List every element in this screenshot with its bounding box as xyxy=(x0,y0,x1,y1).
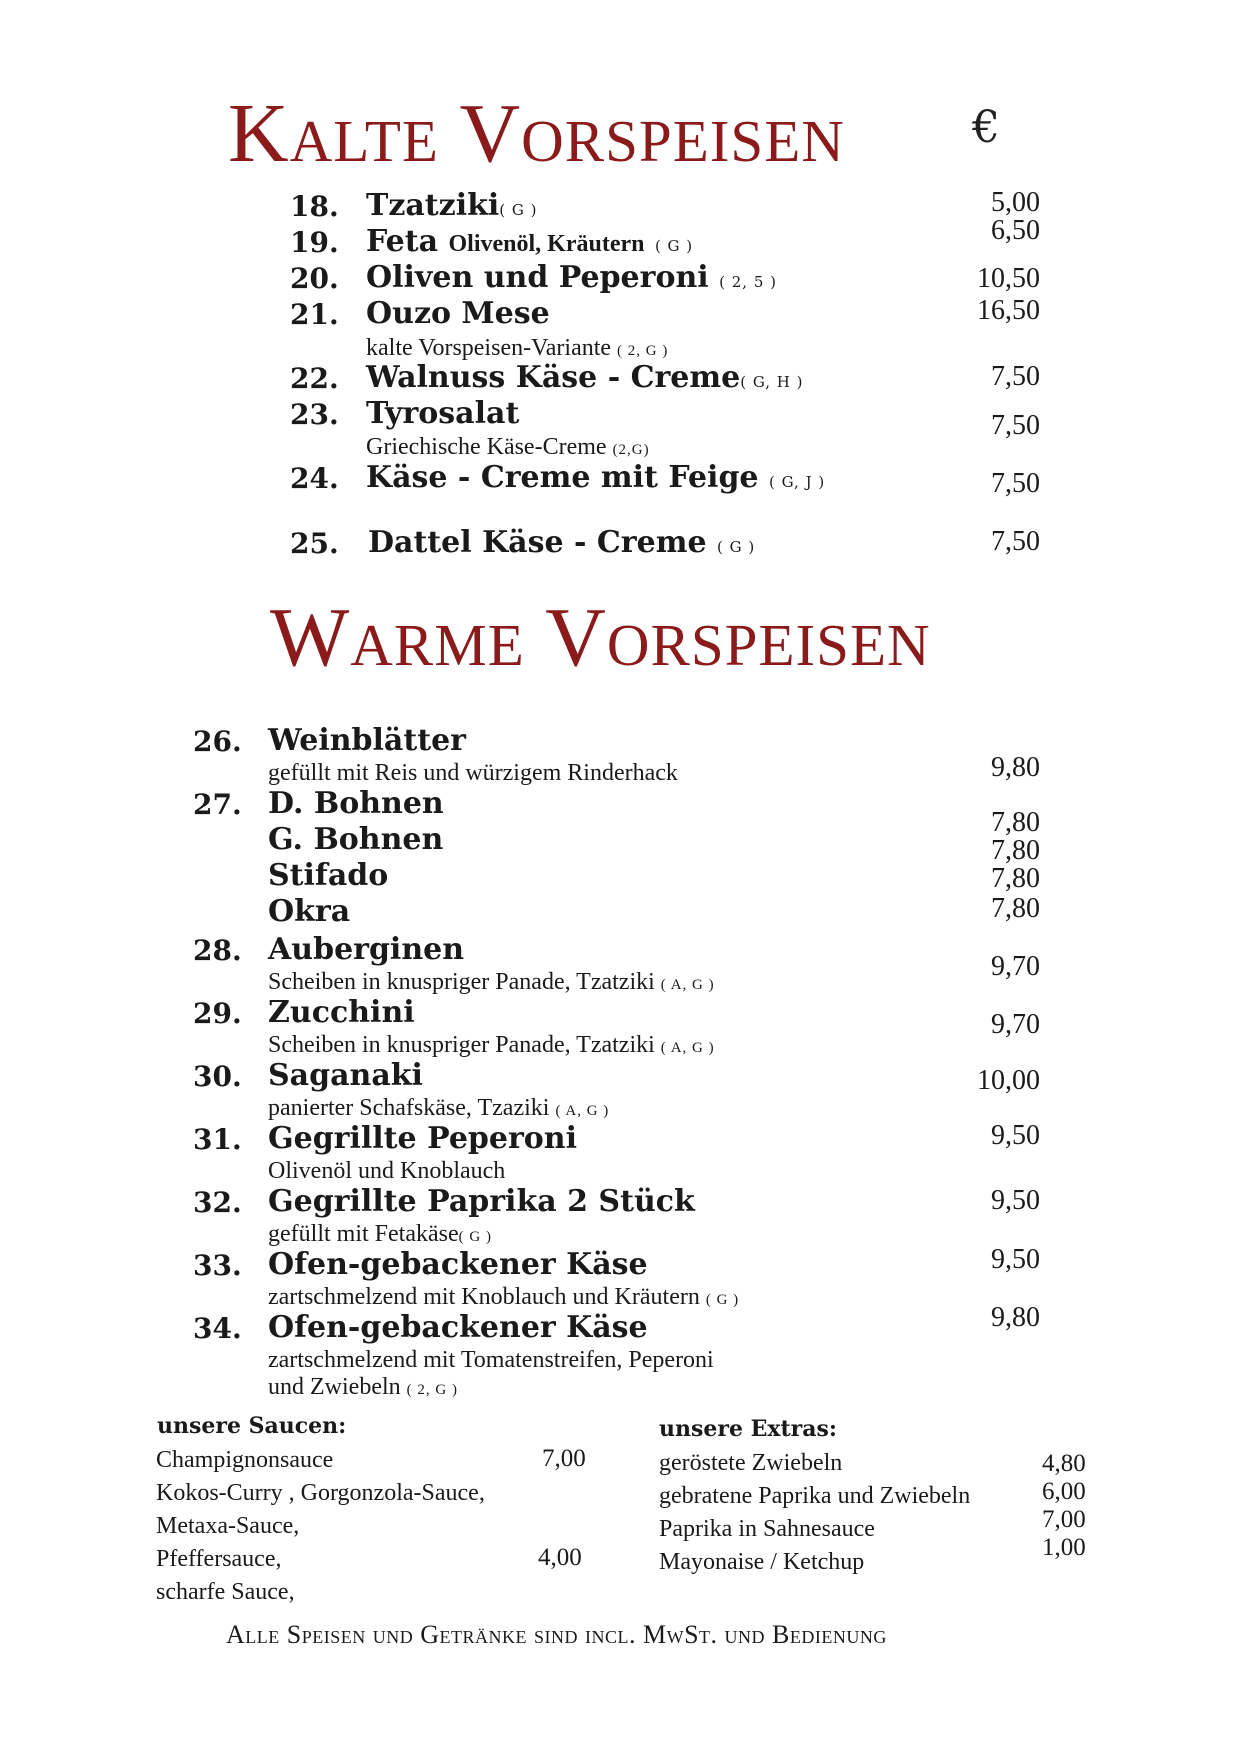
item-description: zartschmelzend mit Tomatenstreifen, Peperoni xyxy=(268,1347,714,1373)
extra-price: 7,00 xyxy=(1042,1506,1086,1533)
item-name: Gegrillte Paprika 2 Stück xyxy=(268,1184,695,1219)
item-name: Käse - Creme mit Feige ( G, J ) xyxy=(366,460,826,495)
sauce-item: Champignonsauce xyxy=(156,1447,334,1473)
item-name: Walnuss Käse - Creme( G, H ) xyxy=(366,360,804,395)
item-allergens: ( A, G ) xyxy=(660,1040,715,1056)
item-price: 7,80 xyxy=(991,835,1040,866)
item-name: Ouzo Mese xyxy=(366,296,550,331)
item-description-line2: und Zwiebeln ( 2, G ) xyxy=(268,1374,458,1400)
item-name: Weinblätter xyxy=(268,723,466,758)
extra-price: 6,00 xyxy=(1042,1478,1086,1505)
item-description: Scheiben in knuspriger Panade, Tzatziki ( A, G ) xyxy=(268,1032,715,1058)
item-price: 9,50 xyxy=(991,1120,1040,1151)
item-number: 28. xyxy=(193,934,242,967)
item-description: Olivenöl und Knoblauch xyxy=(268,1158,506,1184)
item-description: gefüllt mit Reis und würzigem Rinderhack xyxy=(268,760,678,786)
sauce-item: Pfeffersauce, xyxy=(156,1546,282,1572)
item-number: 19. xyxy=(290,226,339,259)
item-number: 27. xyxy=(193,788,242,821)
item-number: 26. xyxy=(193,725,242,758)
sauce-price: 4,00 xyxy=(538,1544,582,1571)
extra-item: geröstete Zwiebeln xyxy=(659,1450,843,1476)
item-price: 9,50 xyxy=(991,1244,1040,1275)
kalte-heading: Kalte Vorspeisen xyxy=(228,87,845,180)
extra-price: 4,80 xyxy=(1042,1450,1086,1477)
extra-item: Paprika in Sahnesauce xyxy=(659,1516,875,1542)
sauce-item: scharfe Sauce, xyxy=(156,1579,295,1605)
item-allergens: ( G, J ) xyxy=(768,473,826,491)
item-allergens: ( A, G ) xyxy=(555,1103,610,1119)
item-allergens: ( 2, G ) xyxy=(617,343,669,359)
extra-price: 1,00 xyxy=(1042,1534,1086,1561)
item-name: Ofen-gebackener Käse xyxy=(268,1310,648,1345)
item-allergens: ( G ) xyxy=(705,1292,740,1308)
item-name: Tzatziki( G ) xyxy=(366,188,538,223)
item-number: 18. xyxy=(290,190,339,223)
item-allergens: ( 2, 5 ) xyxy=(719,273,777,291)
item-name: Stifado xyxy=(268,858,389,893)
item-price: 7,80 xyxy=(991,807,1040,838)
item-name: Saganaki xyxy=(268,1058,423,1093)
extra-item: Mayonaise / Ketchup xyxy=(659,1549,865,1575)
item-name: G. Bohnen xyxy=(268,822,444,857)
footer-note: Alle Speisen und Getränke sind incl. MwSt. und Bedienung xyxy=(226,1620,887,1649)
item-name: Gegrillte Peperoni xyxy=(268,1121,577,1156)
item-price: 7,50 xyxy=(991,468,1040,499)
item-name: D. Bohnen xyxy=(268,786,444,821)
item-number: 34. xyxy=(193,1312,242,1345)
item-number: 21. xyxy=(290,298,339,331)
item-number: 24. xyxy=(290,462,339,495)
item-allergens: ( G ) xyxy=(654,237,694,255)
item-name: Okra xyxy=(268,894,351,929)
item-number: 23. xyxy=(290,398,339,431)
item-name: Tyrosalat xyxy=(366,396,520,431)
item-description: gefüllt mit Fetakäse( G ) xyxy=(268,1221,492,1247)
item-price: 9,70 xyxy=(991,1009,1040,1040)
item-name: Oliven und Peperoni ( 2, 5 ) xyxy=(366,260,777,295)
item-price: 9,80 xyxy=(991,1302,1040,1333)
item-allergens: (2,G) xyxy=(612,442,650,458)
item-name: Auberginen xyxy=(268,932,465,967)
item-price: 9,50 xyxy=(991,1185,1040,1216)
item-name: Dattel Käse - Creme ( G ) xyxy=(368,525,756,560)
item-number: 31. xyxy=(193,1123,242,1156)
item-allergens: ( G ) xyxy=(458,1229,492,1245)
item-price: 7,50 xyxy=(991,410,1040,441)
item-number: 20. xyxy=(290,262,339,295)
item-name: Feta Olivenöl, Kräutern ( G ) xyxy=(366,224,694,259)
item-price: 7,80 xyxy=(991,863,1040,894)
item-description: Scheiben in knuspriger Panade, Tzatziki ( A, G ) xyxy=(268,969,715,995)
item-description: zartschmelzend mit Knoblauch und Kräutern ( G ) xyxy=(268,1284,740,1310)
extras-title: unsere Extras: xyxy=(659,1416,838,1442)
item-allergens: ( 2, G ) xyxy=(406,1382,458,1398)
item-price: 7,50 xyxy=(991,361,1040,392)
item-number: 29. xyxy=(193,997,242,1030)
item-price: 9,80 xyxy=(991,752,1040,783)
item-name: Zucchini xyxy=(268,995,415,1030)
item-number: 32. xyxy=(193,1186,242,1219)
item-price: 6,50 xyxy=(991,215,1040,246)
item-price: 10,00 xyxy=(977,1065,1040,1096)
item-number: 30. xyxy=(193,1060,242,1093)
item-price: 5,00 xyxy=(991,187,1040,218)
warme-heading: Warme Vorspeisen xyxy=(270,591,931,684)
sauce-item: Metaxa-Sauce, xyxy=(156,1513,300,1539)
item-allergens: ( G ) xyxy=(716,538,756,556)
item-number: 25. xyxy=(290,527,339,560)
item-allergens: ( G ) xyxy=(499,201,538,219)
item-allergens: ( G, H ) xyxy=(740,373,804,391)
item-price: 7,50 xyxy=(991,526,1040,557)
item-description: kalte Vorspeisen-Variante ( 2, G ) xyxy=(366,335,669,361)
extra-item: gebratene Paprika und Zwiebeln xyxy=(659,1483,971,1509)
sauce-price: 7,00 xyxy=(542,1445,586,1472)
item-inline-desc: Olivenöl, Kräutern xyxy=(448,231,645,257)
saucen-title: unsere Saucen: xyxy=(157,1413,347,1439)
item-price: 7,80 xyxy=(991,893,1040,924)
item-price: 10,50 xyxy=(977,263,1040,294)
item-name: Ofen-gebackener Käse xyxy=(268,1247,648,1282)
item-allergens: ( A, G ) xyxy=(660,977,715,993)
item-price: 16,50 xyxy=(977,295,1040,326)
item-number: 22. xyxy=(290,362,339,395)
item-description: panierter Schafskäse, Tzaziki ( A, G ) xyxy=(268,1095,610,1121)
item-price: 9,70 xyxy=(991,951,1040,982)
item-number: 33. xyxy=(193,1249,242,1282)
item-description: Griechische Käse-Creme (2,G) xyxy=(366,434,650,460)
sauce-item: Kokos-Curry , Gorgonzola-Sauce, xyxy=(156,1480,485,1506)
currency-symbol: € xyxy=(972,102,1000,153)
